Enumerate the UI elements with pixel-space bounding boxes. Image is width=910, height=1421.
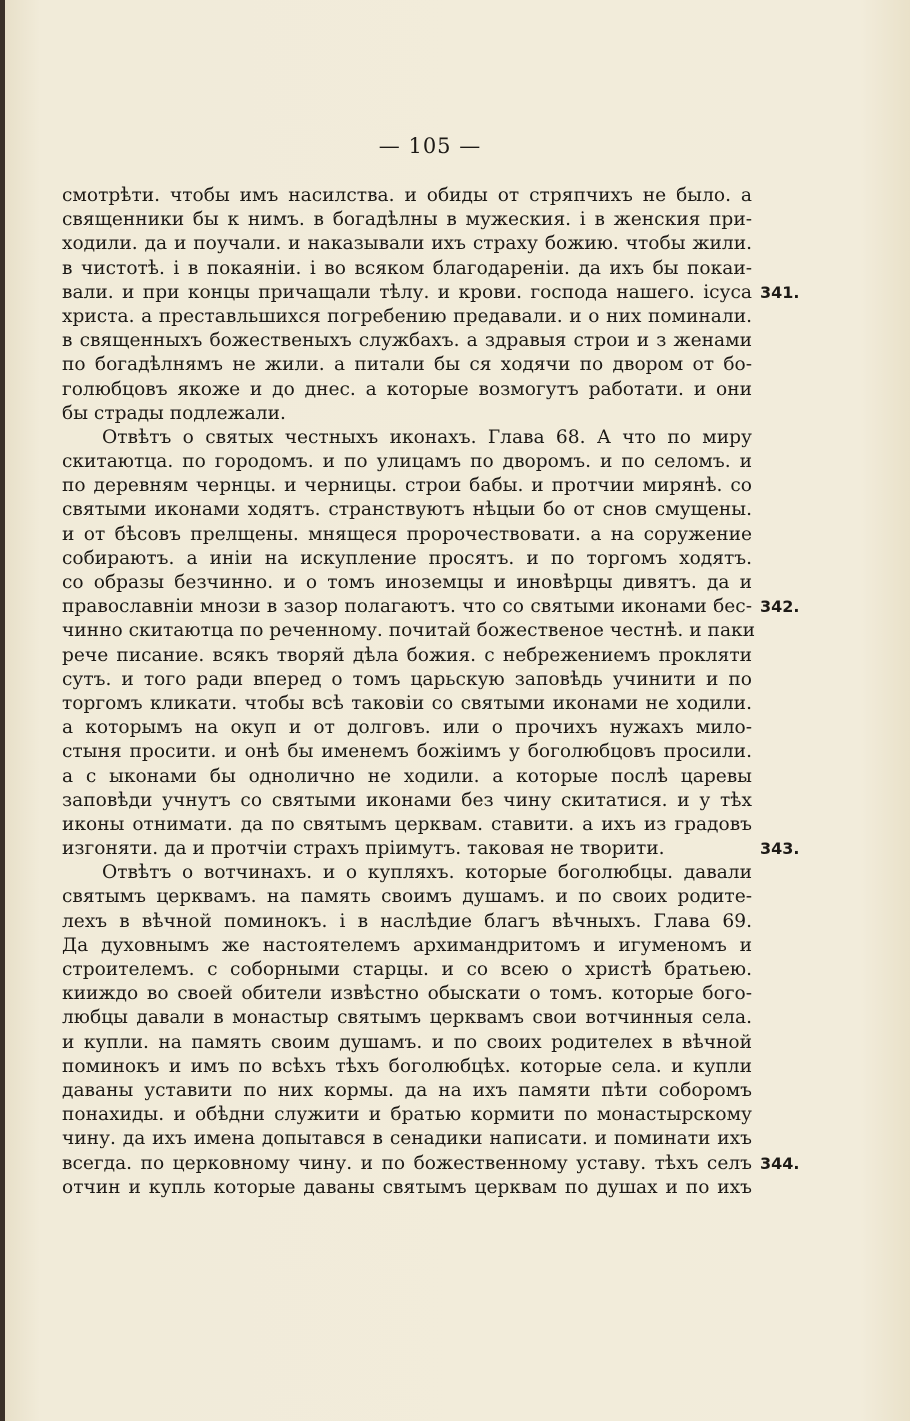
text-line: в чистотѣ. і в покаяніи. і во всяком благодареніи. да ихъ бы покаи- [62, 257, 752, 279]
text-line: кииждо во своей обители извѣстно обыскати о томъ. которые бого- [62, 983, 752, 1005]
margin-note-number: 342. [760, 597, 800, 617]
binding-edge [0, 0, 5, 1421]
text-line: иконы отнимати. да по святымъ церквам. ставити. а ихъ из градовъ [62, 813, 752, 835]
text-line: священники бы к нимъ. в богадѣлны в мужеския. і в женския при- [62, 209, 752, 231]
text-line: святымъ церквамъ. на память своимъ душамъ. и по своих родите- [62, 886, 752, 908]
text-line: изгоняти. да и протчіи страхъ пріимутъ. таковая не творити. [62, 838, 665, 860]
text-line: со образы безчинно. и о томъ иноземцы и иновѣрцы дивятъ. да и [62, 572, 752, 593]
text-line: рече писание. всякъ творяй дѣла божия. с небрежениемъ прокляти [62, 644, 752, 666]
text-line: святыми иконами ходятъ. странствуютъ нѣцыи бо от снов смущены. [62, 499, 752, 521]
text-line: отчин и купль которые даваны святымъ церквам по душах и по ихъ [62, 1176, 752, 1198]
text-line: поминокъ и имъ по всѣхъ тѣхъ боголюбцѣх. которые села. и купли [62, 1055, 752, 1077]
text-line: любцы давали в монастыр святымъ церквамъ свои вотчинныя села. [62, 1007, 752, 1029]
text-line: сутъ. и того ради вперед о томъ царьскую заповѣдь учинити и по [62, 668, 752, 690]
text-line: христа. а преставльшихся погребению предавали. и о них поминали. [62, 305, 752, 327]
text-line: а с ыконами бы однолично не ходили. а которые послѣ царевы [62, 765, 752, 787]
text-line: бы страды подлежали. [62, 402, 286, 424]
page-number: — 105 — [378, 134, 482, 158]
text-line: понахиды. и обѣдни служити и братью кормити по монастырскому [62, 1104, 752, 1126]
text-line: Отвѣтъ о святых честныхъ иконахъ. Глава 68. А что по миру [102, 426, 752, 448]
text-line: торгомъ кликати. чтобы всѣ таковіи со святыми иконами не ходили. [62, 692, 752, 714]
margin-note-number: 343. [760, 839, 800, 859]
text-line: чинно скитаютца по реченному. почитай божественое честнѣ. и паки [62, 620, 756, 642]
text-line: даваны уставити по них кормы. да на ихъ памяти пѣти соборомъ [62, 1079, 752, 1101]
text-line: православніи мнози в зазор полагаютъ. что со святыми иконами бес- [62, 596, 752, 618]
text-line: собираютъ. а иніи на искупление просятъ. и по торгомъ ходятъ. [62, 547, 752, 569]
text-line: по деревням чернцы. и черницы. строи бабы. и протчии мирянѣ. со [62, 475, 752, 497]
text-line: смотрѣти. чтобы имъ насилства. и обиды от стряпчихъ не было. а [62, 185, 752, 206]
text-line: лехъ в вѣчной поминокъ. і в наслѣдие благъ вѣчныхъ. Глава 69. [62, 910, 752, 932]
text-line: вали. и при концы причащали тѣлу. и крови. господа нашего. ісуса [62, 281, 752, 303]
text-line: строителемъ. с соборными старцы. и со всею о христѣ братьею. [62, 959, 752, 980]
text-line: по богадѣлнямъ не жили. а питали бы ся ходячи по двором от бо- [62, 354, 752, 376]
text-line: и от бѣсовъ прелщены. мнящеся пророчествовати. а на соружение [62, 523, 752, 545]
text-line: всегда. по церковному чину. и по божественному уставу. тѣхъ селъ [62, 1152, 752, 1174]
text-line: в священныхъ божественыхъ службахъ. а здравыя строи и з женами [62, 330, 752, 352]
text-line: голюбцовъ якоже и до днес. а которые возмогутъ работати. и они [62, 378, 752, 400]
body-text [62, 184, 756, 1200]
text-line: стыня просити. и онѣ бы именемъ божіимъ у боголюбцовъ просили. [62, 741, 752, 763]
text-line: а которымъ на окуп и от долговъ. или о прочихъ нужахъ мило- [62, 717, 752, 739]
text-line: Отвѣтъ о вотчинахъ. и о купляхъ. которые боголюбцы. давали [102, 862, 752, 884]
text-line: и купли. на память своим душамъ. и по своих родителех в вѣчной [62, 1031, 752, 1053]
text-line: скитаютца. по городомъ. и по улицамъ по дворомъ. и по селомъ. и [62, 451, 752, 473]
text-line: ходили. да и поучали. и наказывали ихъ страху божию. чтобы жили. [62, 233, 752, 255]
text-line: чину. да ихъ имена допытався в сенадики написати. и поминати ихъ [62, 1128, 752, 1150]
text-line: Да духовнымъ же настоятелемъ архимандритомъ и игуменомъ и [62, 934, 752, 956]
text-line: заповѣди учнутъ со святыми иконами без чину скитатися. и у тѣх [62, 789, 752, 811]
margin-note-number: 341. [760, 282, 800, 302]
margin-note-number: 344. [760, 1154, 800, 1173]
